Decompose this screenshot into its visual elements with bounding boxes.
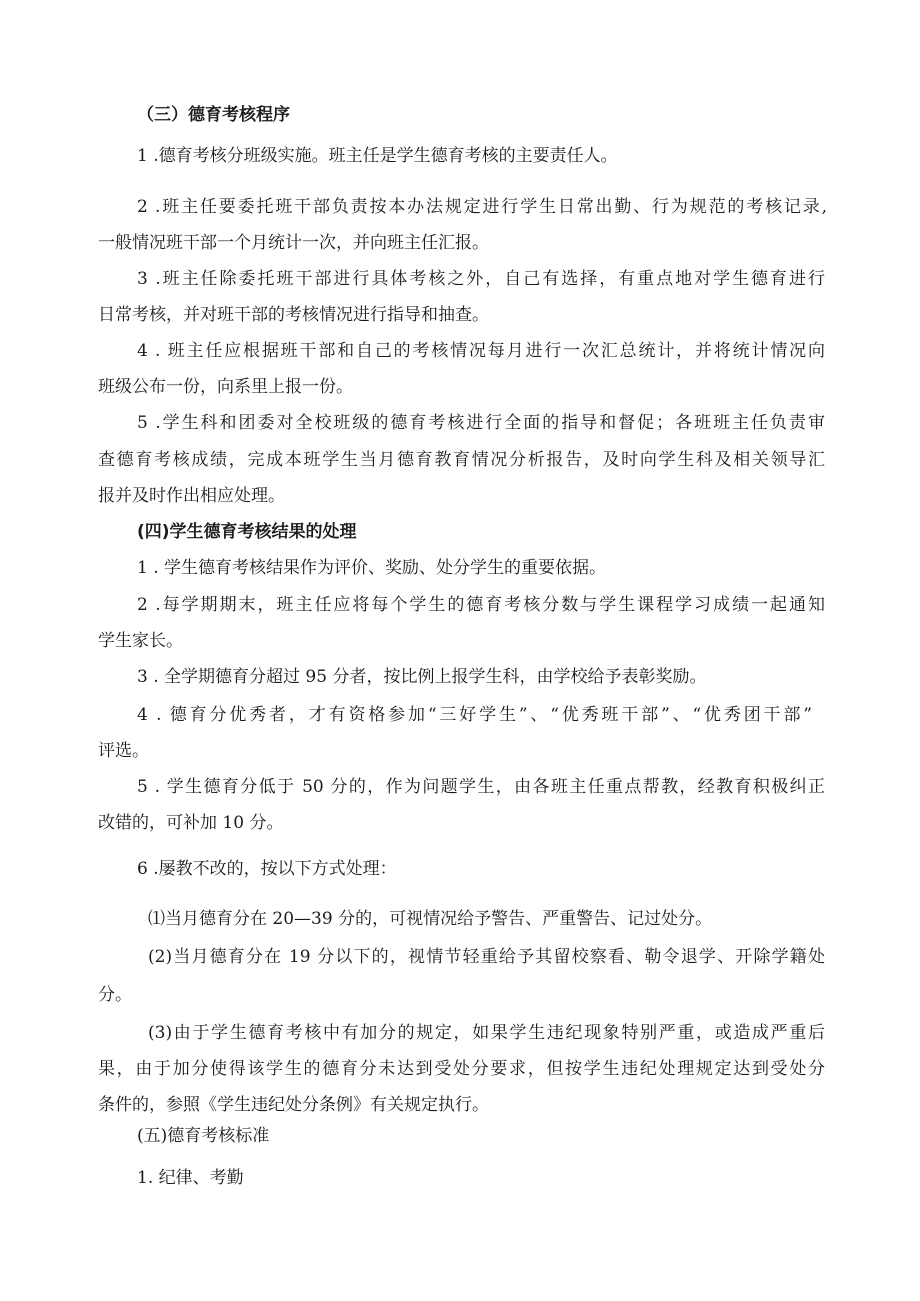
section-4-sub-item-2-line-1: (2)当月德育分在 19 分以下的，视情节轻重给予其留校察看、勒令退学、开除学籍处 bbox=[148, 947, 825, 967]
section-4-item-5-line-2: 改错的，可补加 10 分。 bbox=[98, 813, 284, 833]
section-5-item-1: 1. 纪律、考勤 bbox=[137, 1168, 244, 1188]
section-4-item-5-line-1: 5 . 学生德育分低于 50 分的，作为问题学生，由各班主任重点帮教，经教育积极纠正 bbox=[137, 777, 825, 797]
section-3-item-4-line-2: 班级公布一份，向系里上报一份。 bbox=[98, 377, 353, 397]
section-4-sub-item-2-line-2: 分。 bbox=[98, 985, 132, 1005]
section-4-heading: (四)学生德育考核结果的处理 bbox=[137, 522, 357, 542]
section-3-item-4-line-1: 4 . 班主任应根据班干部和自己的考核情况每月进行一次汇总统计，并将统计情况向 bbox=[137, 341, 825, 361]
section-4-sub-item-3-line-1: (3)由于学生德育考核中有加分的规定，如果学生违纪现象特别严重，或造成严重后 bbox=[148, 1023, 825, 1043]
section-4-item-6: 6 .屡教不改的，按以下方式处理： bbox=[137, 859, 397, 879]
section-4-sub-item-3-line-3: 条件的，参照《学生违纪处分条例》有关规定执行。 bbox=[98, 1095, 489, 1115]
section-3-item-3-line-1: 3 .班主任除委托班干部进行具体考核之外，自己有选择，有重点地对学生德育进行 bbox=[137, 269, 825, 289]
section-4-item-2-line-1: 2 .每学期期末，班主任应将每个学生的德育考核分数与学生课程学习成绩一起通知 bbox=[137, 595, 825, 615]
section-3-heading: （三）德育考核程序 bbox=[137, 105, 290, 125]
section-4-sub-item-3-line-2: 果，由于加分使得该学生的德育分未达到受处分要求，但按学生违纪处理规定达到受处分 bbox=[98, 1059, 825, 1079]
section-3-item-3-line-2: 日常考核，并对班干部的考核情况进行指导和抽查。 bbox=[98, 305, 489, 325]
section-3-item-5-line-2: 查德育考核成绩，完成本班学生当月德育教育情况分析报告，及时向学生科及相关领导汇 bbox=[98, 450, 825, 470]
section-4-item-1: 1 . 学生德育考核结果作为评价、奖励、处分学生的重要依据。 bbox=[137, 558, 607, 578]
section-3-item-5-line-1: 5 .学生科和团委对全校班级的德育考核进行全面的指导和督促；各班班主任负责审 bbox=[137, 413, 825, 433]
section-3-item-1: 1 .德育考核分班级实施。班主任是学生德育考核的主要责任人。 bbox=[137, 146, 618, 166]
section-4-sub-item-1: ⑴当月德育分在 20—39 分的，可视情况给予警告、严重警告、记过处分。 bbox=[148, 909, 713, 929]
section-3-item-2-line-1: 2 .班主任要委托班干部负责按本办法规定进行学生日常出勤、行为规范的考核记录, bbox=[137, 197, 827, 217]
section-4-item-4-line-2: 评选。 bbox=[98, 741, 149, 761]
section-4-item-2-line-2: 学生家长。 bbox=[98, 631, 183, 651]
section-4-item-3: 3 . 全学期德育分超过 95 分者，按比例上报学生科，由学校给予表彰奖励。 bbox=[137, 667, 707, 687]
section-4-item-4-line-1: 4 . 德育分优秀者，才有资格参加“三好学生”、“优秀班干部”、“优秀团干部” bbox=[137, 705, 812, 725]
section-5-heading: (五)德育考核标准 bbox=[137, 1126, 270, 1146]
section-3-item-5-line-3: 报并及时作出相应处理。 bbox=[98, 486, 285, 506]
section-3-item-2-line-2: 一般情况班干部一个月统计一次，并向班主任汇报。 bbox=[98, 233, 489, 253]
